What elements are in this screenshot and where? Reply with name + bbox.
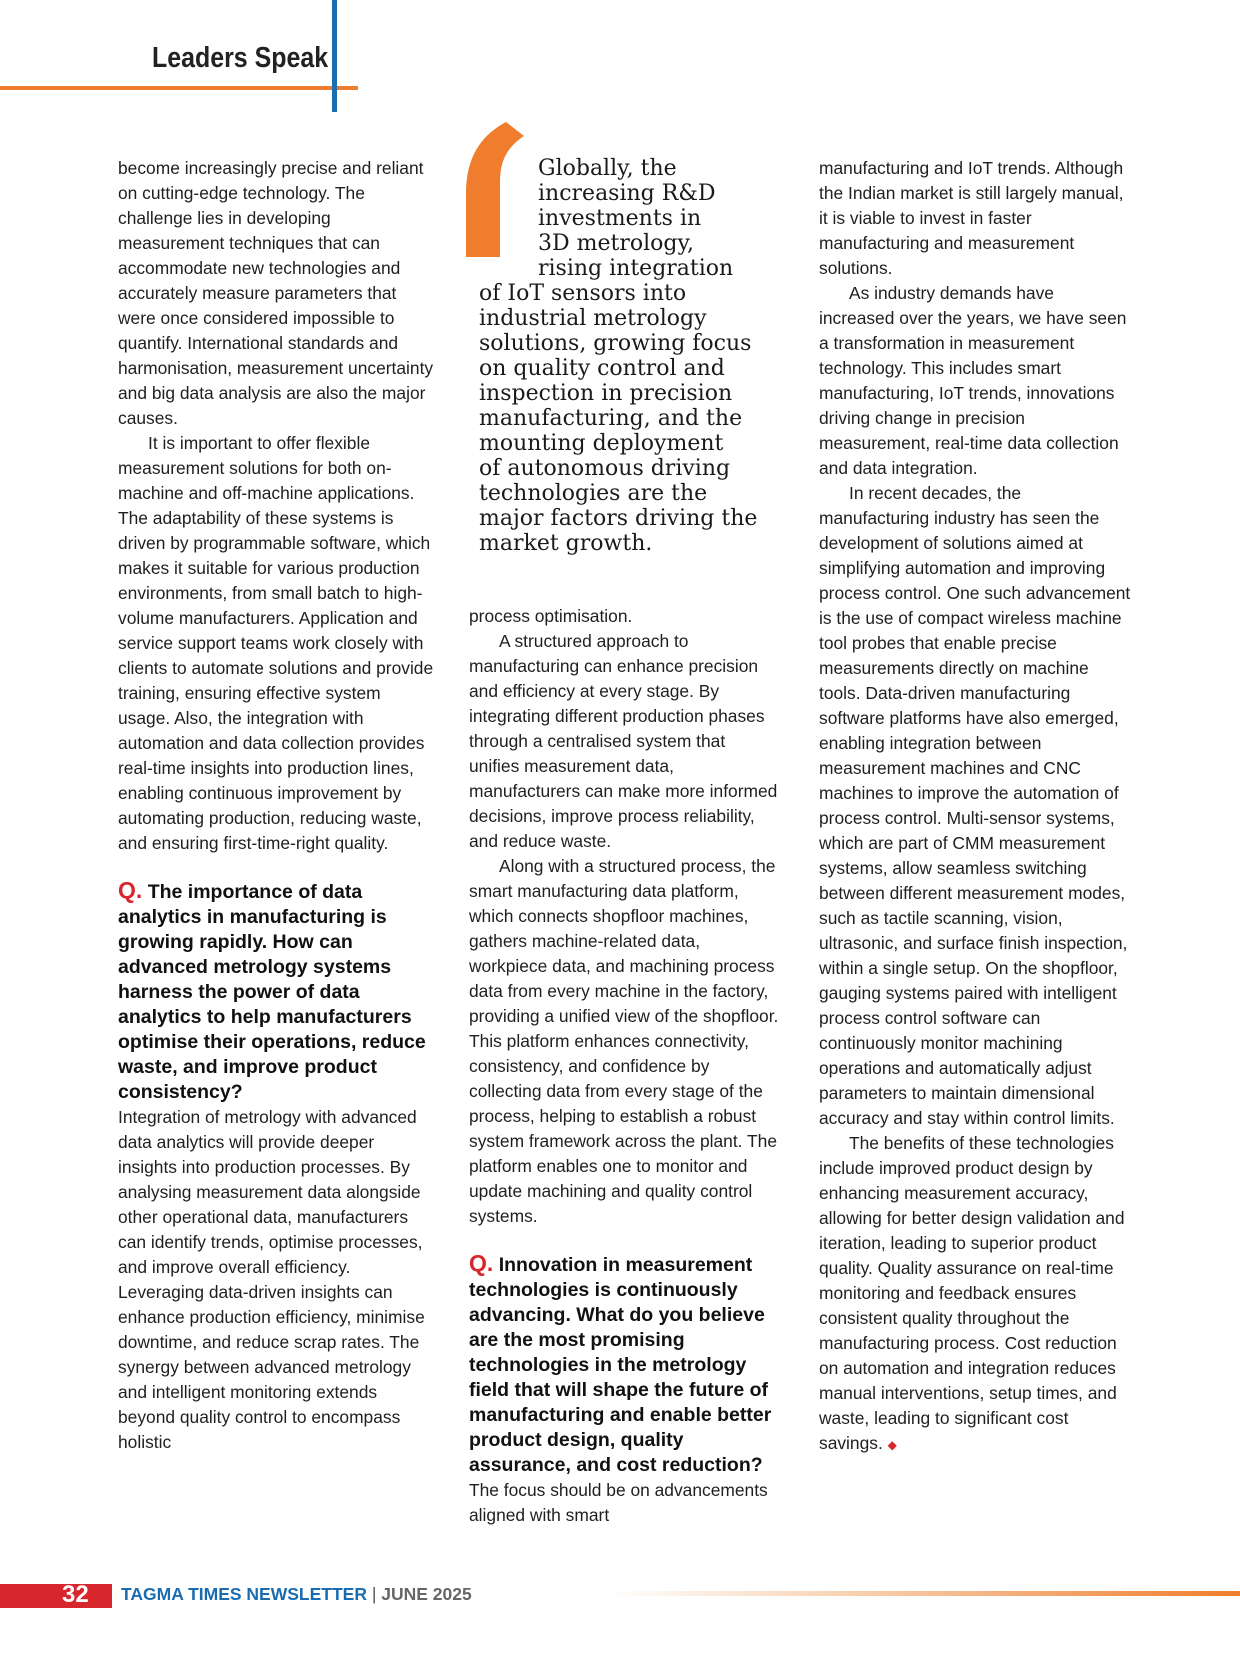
paragraph: It is important to offer flexible measurement solutions for both on-machine and off-machine applications. The adaptability of these systems is driven by programmable software, which makes it suitable for various production environments, from small batch to high-volume manufacturers. Application and service support teams work closely with clients to automate solutions and provide training, ensuring effective system usage. Also, the integration with automation and data collection provides real-time insights into production lines, enabling continuous improvement by automating production, reducing waste, and ensuring first-time-right quality.	[118, 433, 434, 853]
pull-quote-line: increasing R&D	[538, 181, 716, 206]
article-column-2	[469, 604, 779, 1528]
article-column-1	[118, 156, 436, 1455]
header-blue-rule	[332, 0, 337, 112]
paragraph: As industry demands have increased over the years, we have seen a transformation in measurement technology. This includes smart manufacturing, IoT trends, innovations driving change in precision measurement, real-time data collection and data integration.	[819, 283, 1127, 478]
question-text: The importance of data analytics in manufacturing is growing rapidly. How can advanced metrology systems harness the power of data analytics to help manufacturers optimise their operations, reduce waste, and improve product consistency?	[118, 881, 426, 1103]
pull-quote-line: solutions, growing focus	[479, 331, 752, 356]
pull-quote-line: on quality control and	[479, 356, 725, 381]
question-text: Innovation in measurement technologies is continuously advancing. What do you believe are the most promising technologies in the metrology field that will shape the future of manufacturing and enable better product design, quality assurance, and cost reduction?	[469, 1254, 772, 1476]
pull-quote-line: rising integration	[538, 256, 734, 281]
newsletter-name: TAGMA TIMES NEWSLETTER	[121, 1584, 367, 1604]
issue-date: JUNE 2025	[381, 1584, 472, 1604]
paragraph: In recent decades, the manufacturing industry has seen the development of solutions aimed at simplifying automation and improving process control. One such advancement is the use of compact wireless machine tool probes that enable precise measurements directly on machine tools. Data-driven manufacturing software platforms have also emerged, enabling integration between measurement machines and CNC machines to improve the automation of process control. Multi-sensor systems, which are part of CMM measurement systems, allow seamless switching between different measurement modes, such as tactile scanning, vision, ultrasonic, and surface finish inspection, within a single setup. On the shopfloor, gauging systems paired with intelligent process control software can continuously monitor machining operations and automatically adjust parameters to maintain dimensional accuracy and stay within control limits.	[819, 483, 1131, 1128]
header-orange-rule	[0, 86, 358, 90]
page-number: 32	[62, 1581, 89, 1608]
pull-quote-line: manufacturing, and the	[479, 406, 743, 431]
pull-quote-line: of IoT sensors into	[479, 281, 687, 306]
paragraph: manufacturing and IoT trends. Although the Indian market is still largely manual, it is viable to invest in faster manufacturing and measurement solutions.	[819, 158, 1124, 278]
footer-separator: |	[371, 1584, 377, 1604]
pull-quote	[479, 156, 779, 556]
article-column-3	[819, 156, 1131, 1458]
pull-quote-line: mounting deployment	[479, 431, 724, 456]
pull-quote-line: market growth.	[479, 531, 653, 556]
pull-quote-line: inspection in precision	[479, 381, 733, 406]
paragraph-text: The benefits of these technologies include improved product design by enhancing measurement accuracy, allowing for better design validation and iteration, leading to superior product quality. Quality assurance on real-time monitoring and feedback ensures consistent quality throughout the manufacturing process. Cost reduction on automation and integration reduces manual interventions, setup times, and waste, leading to significant cost savings.	[819, 1133, 1125, 1453]
pull-quote-line: 3D metrology,	[538, 231, 694, 256]
paragraph: A structured approach to manufacturing can enhance precision and efficiency at every stage. By integrating different production phases through a centralised system that unifies measurement data, manufacturers can make more informed decisions, improve process reliability, and reduce waste.	[469, 631, 778, 851]
answer-paragraph: Integration of metrology with advanced data analytics will provide deeper insights into production processes. By analysing measurement data alongside other operational data, manufacturers can identify trends, optimise processes, and improve overall efficiency. Leveraging data-driven insights can enhance production efficiency, minimise downtime, and reduce scrap rates. The synergy between advanced metrology and intelligent monitoring extends beyond quality control to encompass holistic	[118, 1107, 425, 1452]
pull-quote-line: of autonomous driving	[479, 456, 731, 481]
pull-quote-line: technologies are the	[479, 481, 708, 506]
pull-quote-line: Globally, the	[538, 156, 677, 181]
answer-paragraph: The focus should be on advancements aligned with smart	[469, 1480, 768, 1525]
paragraph: process optimisation.	[469, 606, 633, 626]
section-title: Leaders Speak	[152, 42, 329, 74]
question-heading	[118, 878, 436, 1105]
q-marker: Q.	[469, 1250, 494, 1276]
pull-quote-line: industrial metrology	[479, 306, 707, 331]
pull-quote-line: investments in	[538, 206, 702, 231]
footer-gradient-rule	[608, 1591, 1240, 1596]
paragraph	[819, 1131, 1131, 1458]
paragraph: Along with a structured process, the smart manufacturing data platform, which connects shopfloor machines, gathers machine-related data, workpiece data, and machining process data from every machine in the factory, providing a unified view of the shopfloor. This platform enhances connectivity, consistency, and confidence by collecting data from every stage of the process, helping to establish a robust system framework across the plant. The platform enables one to monitor and update machining and quality control systems.	[469, 856, 779, 1226]
question-heading	[469, 1251, 779, 1478]
footer-publication	[121, 1584, 472, 1605]
paragraph: become increasingly precise and reliant on cutting-edge technology. The challenge lies in developing measurement techniques that can accommodate new technologies and accurately measure parameters that were once considered impossible to quantify. International standards and harmonisation, measurement uncertainty and big data analysis are also the major causes.	[118, 158, 434, 428]
end-mark-icon: ◆	[887, 1438, 897, 1452]
pull-quote-line: major factors driving the	[479, 506, 758, 531]
q-marker: Q.	[118, 877, 143, 903]
